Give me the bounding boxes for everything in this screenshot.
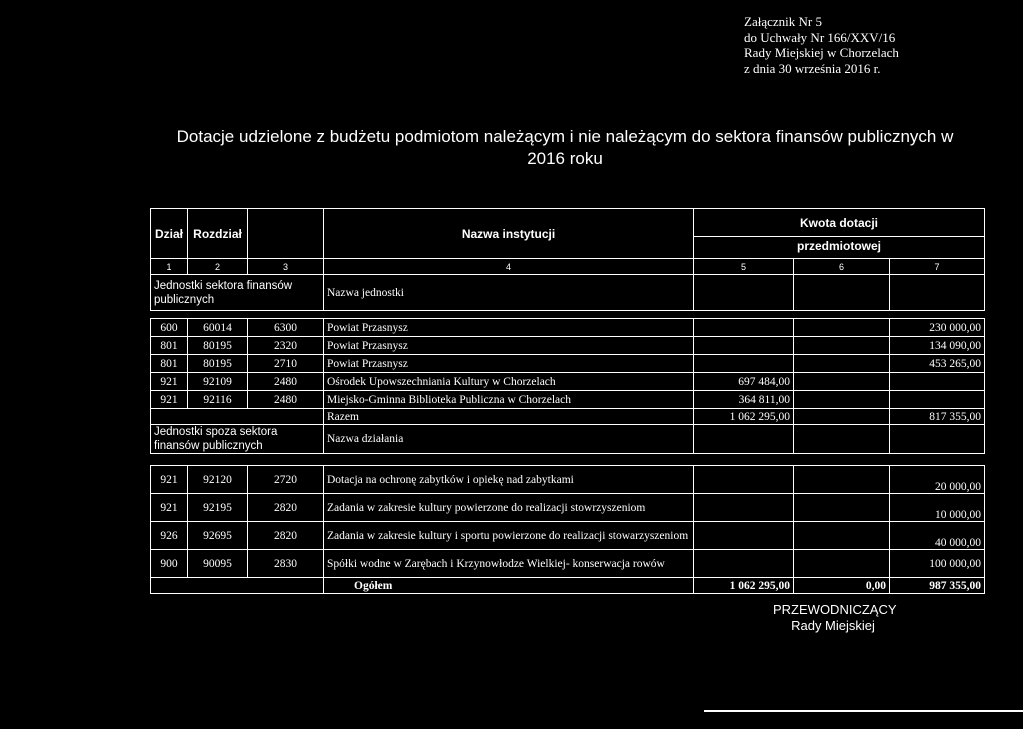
column-header-przedmiotowej: przedmiotowej xyxy=(797,239,882,253)
council-name: Rady Miejskiej w Chorzelach xyxy=(744,45,899,60)
signature-title: PRZEWODNICZĄCY xyxy=(773,602,897,617)
table-row: 600 60014 6300 Powiat Przasnysz 230 000,00 xyxy=(151,319,985,337)
resolution-date: z dnia 30 września 2016 r. xyxy=(744,60,881,76)
grand-total-c7: 987 355,00 xyxy=(890,578,985,594)
signature-body: Rady Miejskiej xyxy=(791,618,875,633)
column-header-rozdzial: Rozdział xyxy=(188,209,248,259)
subsidies-table xyxy=(150,208,985,594)
section-header-row xyxy=(151,275,985,311)
subtotal-c5: 1 062 295,00 xyxy=(694,409,794,425)
name-column-label: Nazwa jednostki xyxy=(324,275,694,311)
grand-total-label: Ogółem xyxy=(324,578,694,594)
subtotal-label: Razem xyxy=(324,409,694,425)
grand-total-c5: 1 062 295,00 xyxy=(694,578,794,594)
subtotal-row xyxy=(151,409,985,425)
subtotal-c7: 817 355,00 xyxy=(890,409,985,425)
table-header-row xyxy=(151,209,985,259)
column-number-row: 1 2 3 4 5 6 7 xyxy=(151,259,985,275)
name-column-label: Nazwa działania xyxy=(324,425,694,454)
divider-line xyxy=(704,710,1023,712)
resolution-number: do Uchwały Nr 166/XXV/16 xyxy=(744,29,896,45)
column-header-kwota: Kwota dotacji xyxy=(694,212,984,237)
table-row: 801 80195 2320 Powiat Przasnysz 134 090,00 xyxy=(151,337,985,355)
attachment-number: Załącznik Nr 5 xyxy=(744,14,822,29)
section-label: Jednostki sektora finansów publicznych xyxy=(151,275,324,311)
subtotal-c6 xyxy=(794,409,890,425)
table-row: 926 92695 2820 Zadania w zakresie kultury i sportu powierzone do realizacji stowarzyszeniom 40 000,00 xyxy=(151,522,985,550)
page-title: Dotacje udzielone z budżetu podmiotom należącym i nie należącym do sektora finansów publicznych w 2016 roku xyxy=(176,127,954,168)
table-row: 921 92109 2480 Ośrodek Upowszechniania Kultury w Chorzelach 697 484,00 xyxy=(151,373,985,391)
table-row: 921 92195 2820 Zadania w zakresie kultury powierzone do realizacji stowrzyszeniom 10 000,00 xyxy=(151,494,985,522)
section-label: Jednostki spoza sektora finansów publicznych xyxy=(151,425,324,454)
signature-block xyxy=(773,602,897,634)
grand-total-row xyxy=(151,578,985,594)
grand-total-c6: 0,00 xyxy=(794,578,890,594)
table-row: 900 90095 2830 Spółki wodne w Zarębach i Krzynowłodze Wielkiej- konserwacja rowów 100 000,00 xyxy=(151,550,985,578)
column-header-nazwa-instytucji: Nazwa instytucji xyxy=(324,209,694,259)
table-row: 801 80195 2710 Powiat Przasnysz 453 265,00 xyxy=(151,355,985,373)
document-header xyxy=(744,14,899,76)
section-header-row xyxy=(151,425,985,454)
table-row: 921 92116 2480 Miejsko-Gminna Biblioteka Publiczna w Chorzelach 364 811,00 xyxy=(151,391,985,409)
column-header-dzial: Dział xyxy=(151,209,188,259)
table-row: 921 92120 2720 Dotacja na ochronę zabytków i opiekę nad zabytkami 20 000,00 xyxy=(151,466,985,494)
